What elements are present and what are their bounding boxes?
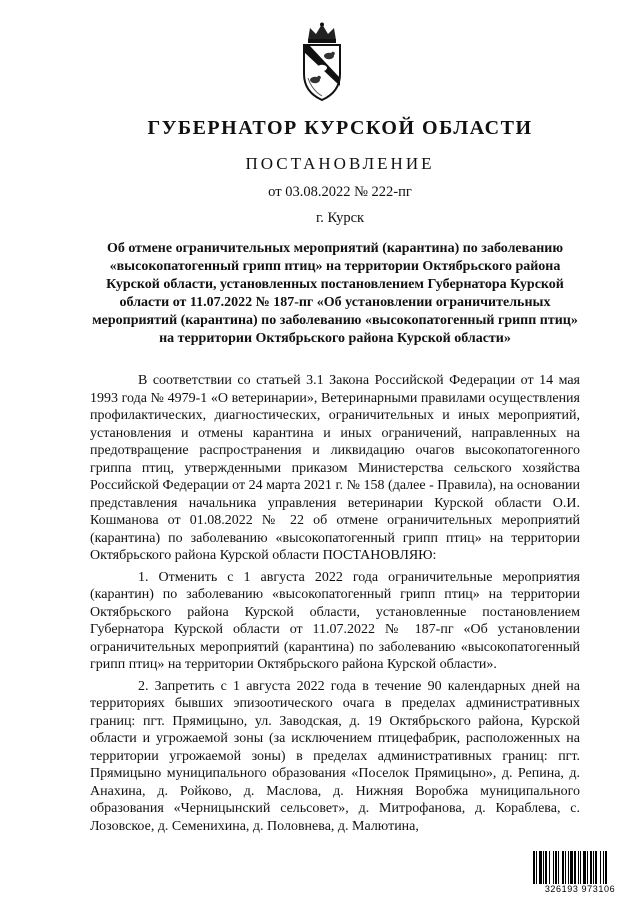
document-subject: Об отмене ограничительных мероприятий (карантина) по заболеванию «высокопатогенный грипп птиц» на территории Октябрьского района Курской области, установленных постановлением Губернатора Курской области от 11.07.2022 № 187-пг «Об установлении ограничительных мероприятий (карантина) по заболеванию «высокопатогенный грипп птиц» на территории Октябрьского района Курской области»	[92, 241, 578, 346]
document-type: ПОСТАНОВЛЕНИЕ	[245, 154, 435, 173]
resolution-item-2: 2. Запретить с 1 августа 2022 года в течение 90 календарных дней на территориях бывших эпизоотического очага в пределах административных границ: пгт. Прямицыно, ул. Заводская, д. 19 Октябрьского района, Курской области и угрожаемой зоны (за исключением птицефабрик, расположенных на территории угрожаемой зоны) в пределах административных границ: пгт. Прямицыно муниципального образования «Поселок Прямицыно», д. Репина, д. Анахина, д. Ройково, д. Маслова, д. Нижняя Воробжа муниципального образования «Черницынский сельсовет», д. Митрофанова, д. Кораблева, с. Лозовское, д. Семенихина, д. Половнева, д. Малютина,	[90, 678, 580, 834]
barcode-number: 326193 973106	[544, 884, 616, 894]
preamble-paragraph: В соответствии со статьей 3.1 Закона Российской Федерации от 14 мая 1993 года № 4979-1 «О ветеринарии», Ветеринарными правилами осуществления профилактических, диагностических, ограничительных и иных мероприятий, установления и отмены карантина и иных ограничений, направленных на предотвращение распространения и ликвидацию очагов высокопатогенного гриппа птиц, утвержденными приказом Министерства сельского хозяйства Российской Федерации от 24 марта 2021 г. № 158 (далее - Правила), на основании представления начальника управления ветеринарии Курской области О.И. Кошманова от 01.08.2022 № 22 об отмене ограничительных мероприятий (карантина) по заболеванию «высокопатогенный грипп птиц» на территории Октябрьского района Курской области ПОСТАНОВЛЯЮ:	[90, 373, 580, 563]
document-body	[90, 372, 580, 835]
resolution-item-1: 1. Отменить с 1 августа 2022 года ограничительные мероприятия (карантин) по заболеванию «высокопатогенный грипп птиц» на территории Октябрьского района Курской области, установленные постановлением Губернатора Курской области от 11.07.2022 № 187-пг «Об установлении ограничительных мероприятий (карантина) по заболеванию «высокопатогенный грипп птиц» на территории Октябрьского района Курской области».	[90, 569, 580, 672]
barcode-icon	[532, 851, 628, 884]
coat-of-arms-icon	[300, 22, 344, 104]
issuer-title: ГУБЕРНАТОР КУРСКОЙ ОБЛАСТИ	[147, 117, 533, 139]
document-date-number: от 03.08.2022 № 222-пг	[268, 184, 412, 200]
barcode	[532, 851, 628, 895]
document-city: г. Курск	[315, 210, 365, 226]
